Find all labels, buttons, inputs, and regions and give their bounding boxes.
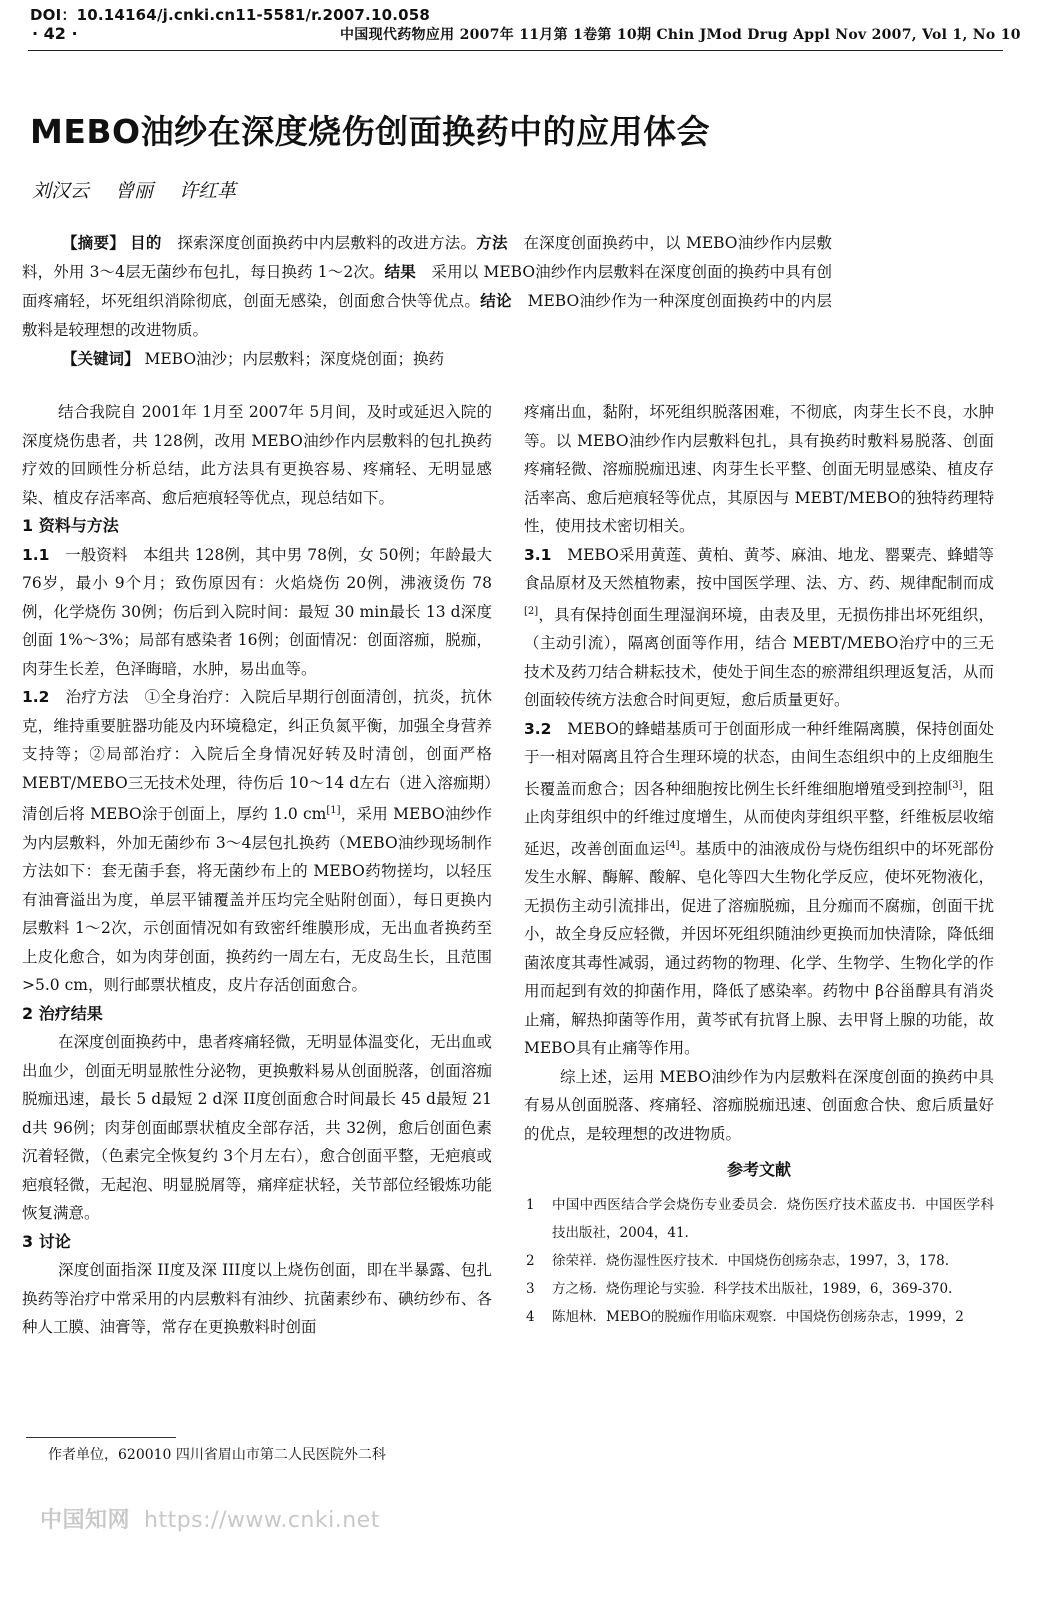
citation-3: [3]	[948, 779, 963, 791]
reference-item	[524, 1247, 994, 1275]
reference-text: 陈旭林．MEBO的脱痂作用临床观察．中国烧伤创疡杂志，1999，2	[552, 1308, 964, 1325]
keywords-line	[22, 345, 832, 374]
reference-item	[524, 1275, 994, 1303]
reference-number: 2	[526, 1252, 535, 1269]
result-label: 结果	[384, 263, 416, 281]
journal-header: 中国现代药物应用 2007年 11月第 1卷第 10期 Chin JMod Drug Appl Nov 2007, Vol 1, No 10	[340, 27, 1021, 43]
intro-paragraph: 结合我院自 2001年 1月至 2007年 5月间，及时或延迟入院的深度烧伤患者，共 128例，改用 MEBO油纱作内层敷料的包扎换药疗效的回顾性分析总结，此方法具有更换容易、疼痛轻、无明显感染、植皮存活率高、愈后疤痕轻等优点，现总结如下。	[22, 403, 492, 507]
section-1-2-text-a: ①全身治疗：入院后早期行创面清创，抗炎，抗休克，维持重要脏器功能及内环境稳定，纠正负氮平衡，加强全身营养支持等；②局部治疗：入院后全身情况好转及时清创，创面严格 MEBT/MEBO三无技术处理，待伤后 10～14 d左右（进入溶痂期）清创后将 MEBO涂于创面上，厚约 1.0 cm	[22, 688, 492, 824]
reference-list	[524, 1191, 994, 1331]
doi-line: DOI：10.14164/j.cnki.cn11-5581/r.2007.10.058	[30, 6, 431, 24]
purpose-label: 目的	[130, 234, 162, 252]
right-column	[524, 398, 994, 1331]
section-3-2-text-c: 。基质中的油液成份与烧伤组织中的坏死部份发生水解、酶解、酸解、皂化等四大生物化学反应，使坏死物液化，无损伤主动引流排出，促进了溶痂脱痂，且分痂而不腐痂，创面干扰小，故全身反应轻微，并因坏死组织随油纱更换而加快清除，降低细菌浓度其毒性减弱，通过药物的物理、化学、生物学、生物化学的作用而起到有效的抑菌作用，降低了感染率。药物中 β谷甾醇具有消炎止痛，解热抑菌等作用，黄芩甙有抗肾上腺、去甲肾上腺的功能，故 MEBO具有止痛等作用。	[524, 839, 994, 1058]
result-text: 采用以 MEBO油纱作内层敷料在深度创面的换药中具有创面疼痛轻，坏死组织消除彻底，创面无感染，创面愈合快等优点。	[22, 263, 832, 310]
section-3-2-text-a: MEBO的蜂蜡基质可于创面形成一种纤维隔离膜，保持创面处于一相对隔离且符合生理环境的状态，由间生态组织中的上皮细胞生长覆盖而愈合；因各种细胞按比例生长纤维细胞增殖受到控制	[524, 719, 994, 798]
references-heading: 参考文献	[726, 1160, 791, 1180]
reference-item	[524, 1303, 994, 1331]
watermark-url: https://www.cnki.net	[144, 1508, 380, 1533]
section-2-text: 在深度创面换药中，患者疼痛轻微，无明显体温变化，无出血或出血少，创面无明显脓性分泌物，更换敷料易从创面脱落，创面溶痂脱痂迅速，最长 5 d最短 2 d深 II度创面愈合时间最长 45 d最短 21 d共 96例；肉芽创面邮票状植皮全部存活，共 32例，愈后创面色素沉着轻微，（色素完全恢复约 3个月左右），愈合创面平整，无疤痕或疤痕轻微，无起泡、明显脱屑等，痛痒症状轻，关节部位经锻炼功能恢复满意。	[22, 1033, 493, 1223]
footnote-rule	[26, 1437, 176, 1438]
section-3-1-text-b: ，具有保持创面生理湿润环境，由表及里，无损伤排出坏死组织，（主动引流），隔离创面等作用，结合 MEBT/MEBO治疗中的三无技术及药刀结合耕耘技术，使处于间生态的瘀滞组织理返复活，从而创面较传统方法愈合时间更短，愈后质量更好。	[524, 605, 994, 710]
section-3-1-number: 3.1	[524, 545, 552, 564]
left-column	[22, 398, 492, 1342]
keywords-text: MEBO油沙；内层敷料；深度烧创面；换药	[144, 350, 445, 368]
summary-paragraph: 综上述，运用 MEBO油纱作为内层敷料在深度创面的换药中具有易从创面脱落、疼痛轻、溶痂脱痂迅速、创面愈合快、愈后质量好的优点，是较理想的改进物质。	[524, 1067, 994, 1143]
discussion-continued: 疼痛出血，黏附，坏死组织脱落困难，不彻底，肉芽生长不良，水肿等。以 MEBO油纱作内层敷料包扎，具有换药时敷料易脱落、创面疼痛轻微、溶痂脱痂迅速、肉芽生长平整、创面无明显感染、植皮存活率高、愈后疤痕轻等优点，其原因与 MEBT/MEBO的独特药理特性，使用技术密切相关。	[524, 403, 994, 535]
purpose-text: 探索深度创面换药中内层敷料的改进方法。	[177, 234, 477, 252]
section-1-2-number: 1.2	[22, 688, 50, 706]
section-1-1-text: 本组共 128例，其中男 78例，女 50例；年龄最大 76岁，最小 9个月；致伤原因有：火焰烧伤 20例，沸液烫伤 78例，化学烧伤 30例；伤后到入院时间：最短 30 min最长 13 d深度创面 1%～3%；局部有感染者 16例；创面情况：创面溶痂，脱痂，肉芽生长差，色泽晦暗，水肿，易出血等。	[22, 545, 492, 678]
author-list: 刘汉云 曾丽 许红革	[32, 180, 237, 202]
method-label: 方法	[476, 234, 508, 252]
citation-1: [1]	[326, 805, 341, 816]
reference-item	[524, 1191, 994, 1247]
cnki-watermark	[40, 1503, 380, 1534]
reference-number: 1	[526, 1196, 535, 1213]
section-1-1-number: 1.1	[22, 545, 50, 564]
conclusion-text: MEBO油纱作为一种深度创面换药中的内层敷料是较理想的改进物质。	[22, 292, 832, 339]
conclusion-label: 结论	[480, 292, 512, 310]
citation-4: [4]	[665, 839, 680, 851]
section-3-heading: 3 讨论	[22, 1231, 71, 1251]
reference-text: 方之杨．烧伤理论与实验．科学技术出版社，1989，6，369-370.	[552, 1280, 953, 1297]
section-1-1	[22, 541, 492, 684]
section-3-1-text-a: MEBO采用黄莲、黄柏、黄芩、麻油、地龙、罂粟壳、蜂蜡等食品原材及天然植物素，按中国医学理、法、方、药、规律配制而成	[524, 545, 994, 592]
section-1-2	[22, 683, 492, 1000]
page-number: · 42 ·	[32, 24, 78, 43]
section-1-2-text-b: ，采用 MEBO油纱作为内层敷料，外加无菌纱布 3～4层包扎换药（MEBO油纱现场制作方法如下：套无菌手套，将无菌纱布上的 MEBO药物搓均，以轻压有油膏溢出为度，单层平铺覆盖并压均完全贴附创面），每日更换内层敷料 1～2次，示创面情况如有致密纤维膜形成，无出血者换药至上皮化愈合，如为肉芽创面，换药约一周左右，无皮岛生长，且范围 >5.0 cm，则行邮票状植皮，皮片存活创面愈合。	[22, 805, 492, 995]
abstract-block	[22, 229, 832, 374]
author-affiliation: 作者单位，620010 四川省眉山市第二人民医院外二科	[48, 1447, 386, 1463]
section-3-2-text-b: ，阻止肉芽组织中的纤维过度增生，从而使肉芽组织平整，纤维板层收缩延迟，改善创面血运	[524, 779, 994, 858]
abstract-paragraph	[22, 229, 832, 345]
section-2-heading: 2 治疗结果	[22, 1003, 103, 1023]
citation-2: [2]	[524, 605, 539, 617]
reference-text: 徐荣祥．烧伤湿性医疗技术．中国烧伤创疡杂志，1997，3，178.	[552, 1252, 950, 1269]
reference-text: 中国中西医结合学会烧伤专业委员会．烧伤医疗技术蓝皮书．中国医学科技出版社，2004，41.	[552, 1196, 994, 1241]
section-3-1	[524, 541, 994, 715]
section-1-2-label: 治疗方法	[65, 688, 129, 706]
reference-number: 3	[526, 1280, 535, 1297]
header-rule	[28, 50, 1003, 51]
section-3-2	[524, 715, 994, 1063]
section-1-1-label: 一般资料	[65, 545, 128, 564]
watermark-logo: 中国知网	[40, 1508, 131, 1533]
section-1-heading: 1 资料与方法	[22, 516, 119, 535]
section-3-text: 深度创面指深 II度及深 III度以上烧伤创面，即在半暴露、包扎换药等治疗中常采用的内层敷料有油纱、抗菌素纱布、碘纺纱布、各种人工膜、油膏等，常存在更换敷料时创面	[22, 1261, 492, 1337]
abstract-label: 【摘要】	[62, 234, 125, 252]
section-3-2-number: 3.2	[524, 719, 552, 738]
keywords-label: 【关键词】	[62, 350, 140, 368]
reference-number: 4	[526, 1308, 535, 1325]
method-text: 在深度创面换药中，以 MEBO油纱作内层敷料，外用 3～4层无菌纱布包扎，每日换药 1～2次。	[22, 234, 832, 281]
article-title: MEBO油纱在深度烧伤创面换药中的应用体会	[30, 112, 711, 151]
